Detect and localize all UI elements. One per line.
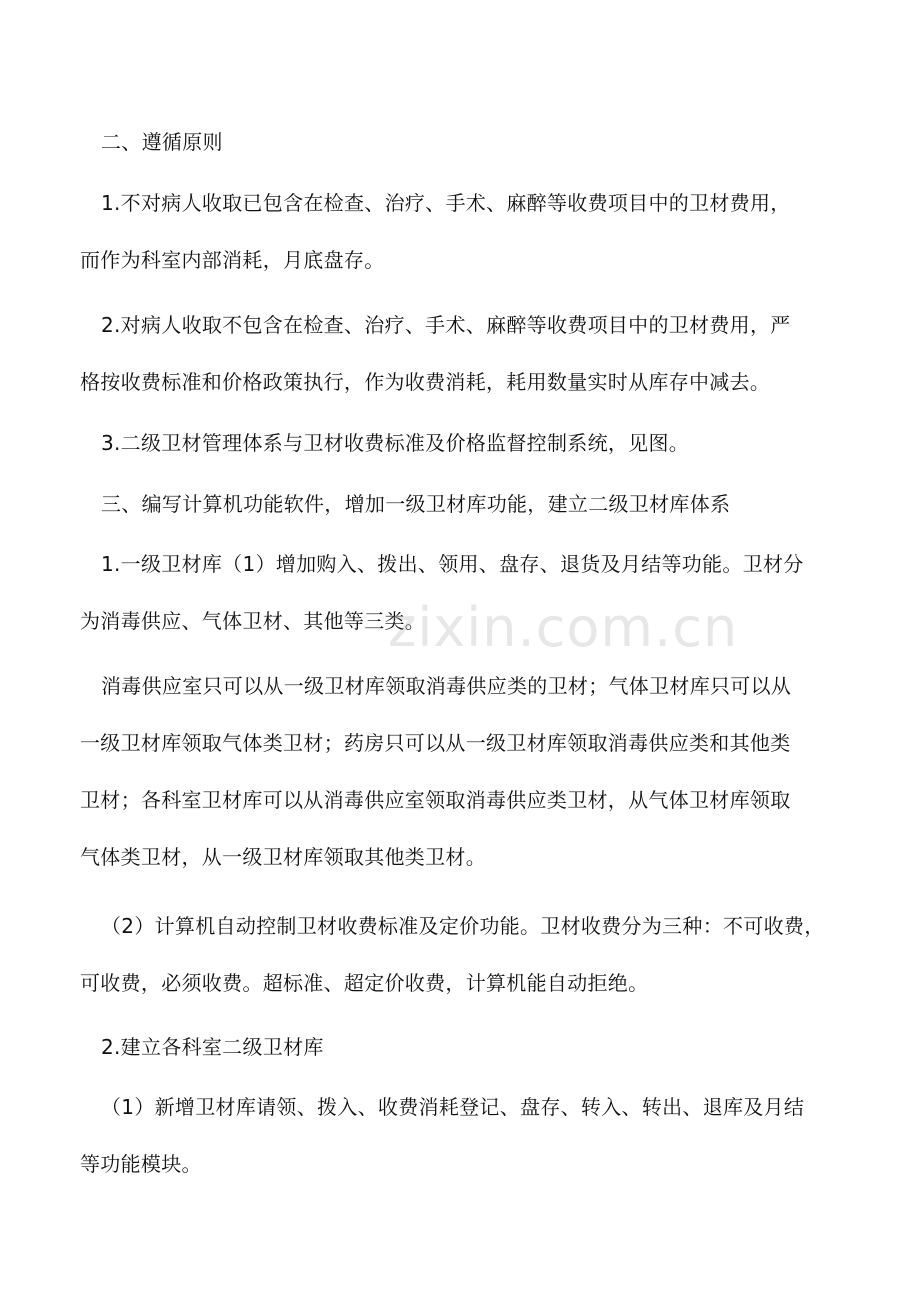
watermark: zixin.com.cn <box>388 596 739 659</box>
text-line: 可收费，必须收费。超标准、超定价收费，计算机能自动拒绝。 <box>80 971 649 995</box>
text-line: 三、编写计算机功能软件，增加一级卫材库功能，建立二级卫材库体系 <box>101 492 731 516</box>
text-line: 气体类卫材，从一级卫材库领取其他类卫材。 <box>80 845 486 869</box>
text-line: 格按收费标准和价格政策执行，作为收费消耗，耗用数量实时从库存中减去。 <box>80 370 771 394</box>
paragraph-auto-control <box>80 898 844 1012</box>
text-line: 消毒供应室只可以从一级卫材库领取消毒供应类的卫材；气体卫材库只可以从 <box>101 674 792 698</box>
paragraph-new-modules <box>80 1079 844 1193</box>
paragraph-supply-rules <box>80 658 844 886</box>
section-heading-level2-library <box>80 1019 844 1076</box>
section-heading-software <box>80 476 844 533</box>
paragraph-principle-2 <box>80 297 844 411</box>
text-line: 3.二级卫材管理体系与卫材收费标准及价格监督控制系统，见图。 <box>101 431 690 455</box>
text-line: 2.对病人收取不包含在检查、治疗、手术、麻醉等收费项目中的卫材费用，严 <box>101 313 791 337</box>
text-line: 二、遵循原则 <box>101 130 223 154</box>
text-line: 而作为科室内部消耗，月底盘存。 <box>80 248 385 272</box>
section-heading-principles <box>80 114 844 171</box>
text-line: 1.一级卫材库（1）增加购入、拨出、领用、盘存、退货及月结等功能。卫材分 <box>101 552 804 576</box>
text-line: 一级卫材库领取气体类卫材；药房只可以从一级卫材库领取消毒供应类和其他类 <box>80 731 791 755</box>
text-line: （2）计算机自动控制卫材收费标准及定价功能。卫材收费分为三种：不可收费， <box>101 914 825 938</box>
text-line: 2.建立各科室二级卫材库 <box>101 1035 324 1059</box>
text-line: 等功能模块。 <box>80 1152 202 1176</box>
text-line: 卫材；各科室卫材库可以从消毒供应室领取消毒供应类卫材，从气体卫材库领取 <box>80 788 791 812</box>
text-line: （1）新增卫材库请领、拨入、收费消耗登记、盘存、转入、转出、退库及月结 <box>101 1095 805 1119</box>
paragraph-principle-3 <box>80 415 844 472</box>
text-line: 为消毒供应、气体卫材、其他等三类。 <box>80 609 426 633</box>
paragraph-principle-1 <box>80 175 844 289</box>
text-line: 1.不对病人收取已包含在检查、治疗、手术、麻醉等收费项目中的卫材费用， <box>101 191 791 215</box>
